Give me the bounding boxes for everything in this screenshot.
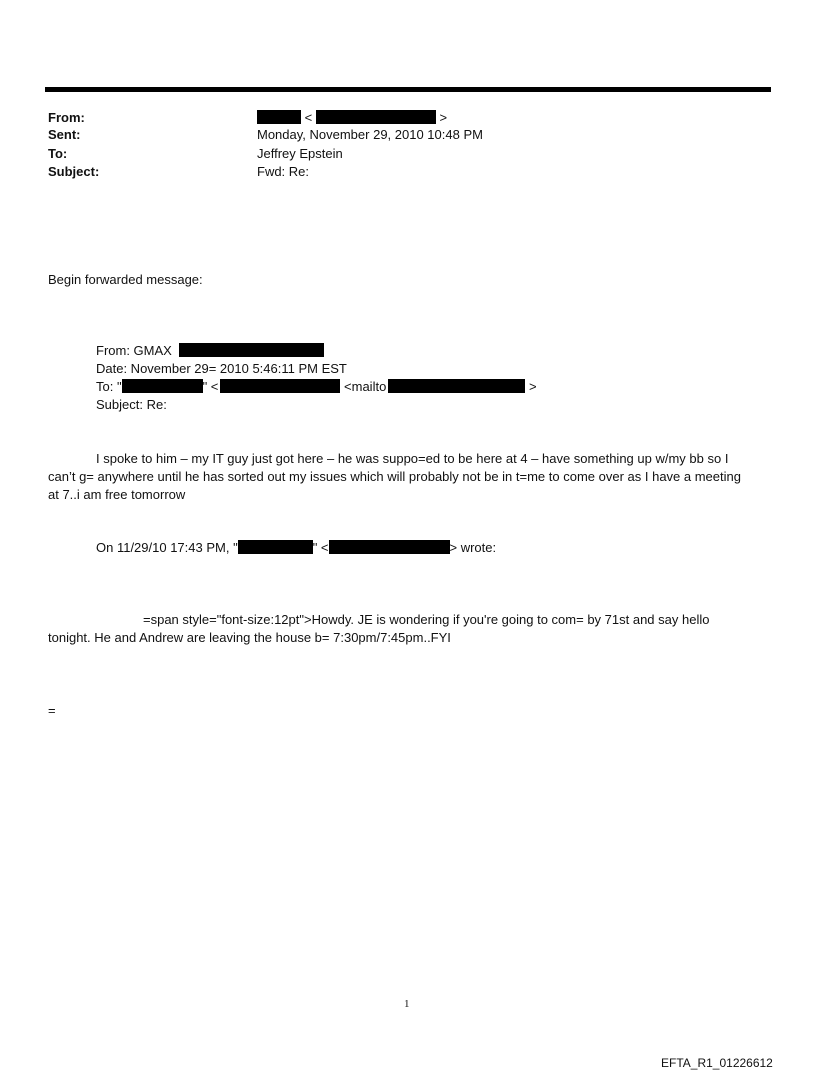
on-prefix: On 11/29/10 17:43 PM, " — [96, 540, 238, 555]
trailing-equals: = — [48, 703, 56, 718]
reply-line-2: can’t g= anywhere until he has sorted out my issues which will probably not be in t=me to come over as I have a meeting — [48, 469, 741, 484]
subject-value: Fwd: Re: — [257, 164, 310, 179]
redaction-box — [388, 379, 525, 393]
from-value — [257, 109, 447, 126]
on-suffix: > wrote: — [449, 540, 497, 555]
quoted-line-2: tonight. He and Andrew are leaving the house b= 7:30pm/7:45pm..FYI — [48, 630, 451, 645]
subject-label: Subject: — [48, 164, 100, 179]
fwd-to-end: > — [528, 379, 537, 394]
on-wrote-line — [96, 539, 496, 556]
fwd-subject-line: Subject: Re: — [96, 397, 167, 412]
fwd-to-line — [96, 378, 537, 395]
fwd-to-mid: " < — [202, 379, 219, 394]
redaction-box — [220, 379, 340, 393]
reply-line-1: I spoke to him – my IT guy just got here – he was suppo=ed to be here at 4 – have something up w/my bb so I — [96, 451, 729, 466]
on-mid: " < — [312, 540, 329, 555]
to-label: To: — [48, 146, 68, 161]
quoted-line-1: =span style="font-size:12pt">Howdy. JE is wondering if you're going to com= by 71st and say hello — [143, 612, 710, 627]
redaction-box — [316, 110, 436, 124]
fwd-from-prefix: From: GMAX — [96, 343, 172, 358]
fwd-from-line — [96, 342, 324, 359]
sent-value: Monday, November 29, 2010 10:48 PM — [257, 127, 483, 142]
from-label: From: — [48, 110, 85, 125]
redaction-box — [329, 540, 450, 554]
redaction-box — [257, 110, 301, 124]
from-lt: < — [304, 110, 313, 125]
reply-line-3: at 7..i am free tomorrow — [48, 487, 186, 502]
redaction-box — [179, 343, 324, 357]
sent-label: Sent: — [48, 127, 81, 142]
header-rule — [45, 87, 771, 92]
redaction-box — [122, 379, 203, 393]
page-number: 1 — [404, 998, 410, 1010]
bates-number: EFTA_R1_01226612 — [661, 1056, 773, 1070]
fwd-to-prefix: To: " — [96, 379, 122, 394]
begin-forwarded-text: Begin forwarded message: — [48, 272, 203, 287]
redaction-box — [238, 540, 313, 554]
to-value: Jeffrey Epstein — [257, 146, 343, 161]
fwd-date-line: Date: November 29= 2010 5:46:11 PM EST — [96, 361, 347, 376]
fwd-to-mailto: <mailto — [344, 379, 387, 394]
from-gt: > — [439, 110, 448, 125]
